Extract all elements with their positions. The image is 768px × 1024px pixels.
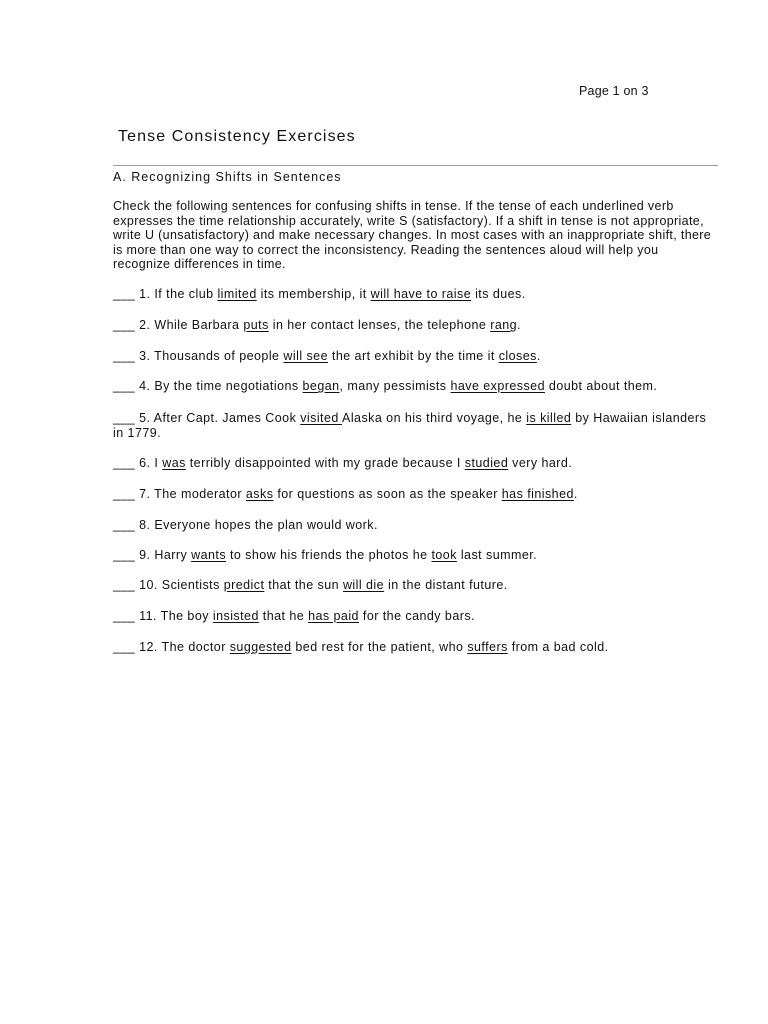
underlined-verb: have expressed <box>450 379 545 393</box>
underlined-verb: closes <box>498 349 537 363</box>
exercise-item-5 <box>113 411 718 440</box>
sentence-text: ___ 9. Harry <box>113 548 192 562</box>
exercise-item-6 <box>113 456 718 471</box>
document-title: Tense Consistency Exercises <box>118 128 356 145</box>
sentence-text: ___ 4. By the time negotiations <box>113 379 303 393</box>
sentence-text: terribly disappointed with my grade because I <box>185 456 465 470</box>
sentence-text: ___ 1. If the club <box>113 287 218 301</box>
exercise-item-11 <box>113 609 718 624</box>
sentence-text: ___ 10. Scientists <box>113 578 224 592</box>
sentence-text: its dues. <box>471 287 526 301</box>
underlined-verb: was <box>162 456 186 470</box>
sentence-text: for the candy bars. <box>358 609 475 623</box>
sentence-text: , many pessimists <box>339 379 451 393</box>
sentence-text: ___ 3. Thousands of people <box>113 349 284 363</box>
exercise-item-1 <box>113 287 718 302</box>
underlined-verb: insisted <box>212 609 259 623</box>
sentence-text: doubt about them. <box>545 379 658 393</box>
underlined-verb: puts <box>243 318 269 332</box>
underlined-verb: wants <box>191 548 227 562</box>
sentence-text: Alaska on his third voyage, he <box>342 411 527 425</box>
exercise-item-12 <box>113 640 718 655</box>
underlined-verb: limited <box>217 287 257 301</box>
sentence-text: ___ 12. The doctor <box>113 640 230 654</box>
sentence-text: ___ 2. While Barbara <box>113 318 244 332</box>
underlined-verb: will have to raise <box>370 287 472 301</box>
sentence-text: ___ 5. After Capt. James Cook <box>113 411 301 425</box>
exercise-item-4 <box>113 379 718 394</box>
sentence-text: ___ 7. The moderator <box>113 487 246 501</box>
underlined-verb: will see <box>283 349 328 363</box>
underlined-verb: took <box>431 548 457 562</box>
underlined-verb: predict <box>223 578 265 592</box>
sentence-text: . <box>536 349 541 363</box>
underlined-verb: has finished <box>501 487 574 501</box>
sentence-text: from a bad cold. <box>507 640 609 654</box>
sentence-text: for questions as soon as the speaker <box>273 487 502 501</box>
underlined-verb: began <box>302 379 340 393</box>
sentence-text: ___ 8. Everyone hopes the plan would work. <box>113 518 378 532</box>
exercise-item-7 <box>113 487 718 502</box>
sentence-text: last summer. <box>456 548 538 562</box>
underlined-verb: is killed <box>526 411 572 425</box>
exercise-item-9 <box>113 548 718 563</box>
page-number: Page 1 on 3 <box>579 84 649 98</box>
sentence-text: that he <box>258 609 309 623</box>
sentence-text: the art exhibit by the time it <box>327 349 499 363</box>
underlined-verb: visited <box>300 411 343 425</box>
exercise-item-10 <box>113 578 718 593</box>
underlined-verb: will die <box>342 578 385 592</box>
sentence-text: very hard. <box>508 456 573 470</box>
underlined-verb: studied <box>464 456 509 470</box>
sentence-text: bed rest for the patient, who <box>291 640 468 654</box>
sentence-text: . <box>517 318 521 332</box>
exercise-item-8 <box>113 518 718 533</box>
sentence-text: in the distant future. <box>384 578 508 592</box>
sentence-text: by Hawaiian islanders in 1779. <box>113 411 707 440</box>
sentence-text: to show his friends the photos he <box>226 548 432 562</box>
sentence-text: ___ 6. I <box>113 456 163 470</box>
instructions-paragraph: Check the following sentences for confusing shifts in tense. If the tense of each underlined verb expresses the time relationship accurately, write S (satisfactory). If a shift in tense is not appropriate, write U (unsatisfactory) and make necessary changes. In most cases with an inappropriate shift, there is more than one way to correct the inconsistency. Reading the sentences aloud will help you recognize differences in time. <box>113 199 712 272</box>
underlined-verb: asks <box>245 487 274 501</box>
underlined-verb: rang <box>490 318 518 332</box>
underlined-verb: suggested <box>229 640 292 654</box>
section-heading: A. Recognizing Shifts in Sentences <box>113 170 342 184</box>
sentence-text: in her contact lenses, the telephone <box>268 318 491 332</box>
sentence-text: . <box>573 487 578 501</box>
sentence-text: its membership, it <box>256 287 371 301</box>
exercise-item-2 <box>113 318 718 333</box>
underlined-verb: suffers <box>467 640 508 654</box>
underlined-verb: has paid <box>308 609 359 623</box>
title-divider <box>113 165 718 166</box>
exercise-item-3 <box>113 349 718 364</box>
sentence-text: that the sun <box>264 578 343 592</box>
sentence-text: ___ 11. The boy <box>113 609 213 623</box>
